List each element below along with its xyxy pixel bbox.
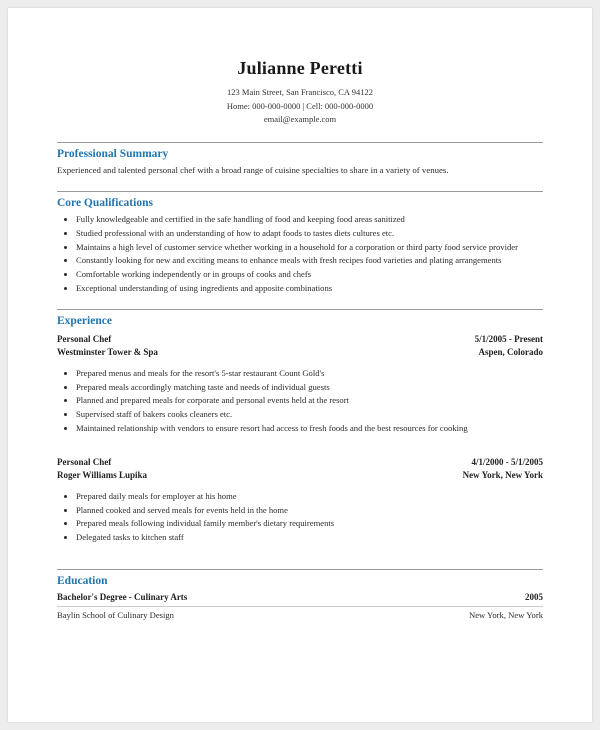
- job-title-employer: [57, 456, 147, 482]
- qualifications-list: [57, 213, 543, 294]
- section-professional-summary: [57, 142, 543, 176]
- section-education: [57, 569, 543, 621]
- bullet-item: • Comfortable working independently or in groups of cooks and chefs: [76, 268, 543, 280]
- bullet-item: • Fully knowledgeable and certified in the safe handling of food and keeping food areas sanitized: [76, 213, 543, 225]
- bullet-item: • Studied professional with an understanding of how to adapt foods to tastes diets cultures etc.: [76, 227, 543, 239]
- bullet-item: • Maintains a high level of customer service whether working in a household for a corporation or third party food service provider: [76, 241, 543, 253]
- section-title-experience: Experience: [57, 314, 112, 327]
- job-dates-location: [475, 333, 543, 359]
- bullet-item: • Prepared menus and meals for the resort's 5-star restaurant Count Gold's: [76, 367, 543, 379]
- candidate-email: email@example.com: [263, 114, 337, 125]
- bullet-item: • Delegated tasks to kitchen staff: [76, 531, 543, 543]
- job-title: Personal Chef: [57, 333, 112, 344]
- education-year: 2005: [525, 592, 543, 603]
- job-header: [57, 333, 543, 359]
- education-school: Baylin School of Culinary Design: [57, 609, 174, 620]
- bullet-item: • Constantly looking for new and exciting means to enhance meals with fresh recipes food varieties and plating arrangements: [76, 254, 543, 266]
- section-experience: [57, 309, 543, 544]
- job-dates: 5/1/2005 - Present: [474, 333, 543, 344]
- bullet-item: • Planned cooked and served meals for events held in the home: [76, 504, 543, 516]
- education-degree: Bachelor's Degree - Culinary Arts: [57, 592, 188, 603]
- job-location: Aspen, Colorado: [478, 346, 543, 357]
- job-dates: 4/1/2000 - 5/1/2005: [471, 456, 543, 467]
- candidate-address: 123 Main Street, San Francisco, CA 94122: [227, 87, 373, 97]
- bullet-item: • Planned and prepared meals for corporate and personal events held at the resort: [76, 394, 543, 406]
- experience-entry: [57, 456, 543, 543]
- resume-header: [57, 58, 543, 127]
- candidate-name: Julianne Peretti: [237, 58, 363, 78]
- education-location: New York, New York: [468, 609, 543, 620]
- experience-entry: [57, 333, 543, 434]
- job-title: Personal Chef: [57, 456, 112, 467]
- bullet-item: • Supervised staff of bakers cooks cleaners etc.: [76, 408, 543, 420]
- job-employer: Roger Williams Lupika: [57, 469, 148, 480]
- bullet-item: • Maintained relationship with vendors to ensure resort had access to fresh foods and the best resources for cooking: [76, 422, 543, 434]
- summary-text: Experienced and talented personal chef with a broad range of cuisine specialties to share in a variety of venues.: [57, 164, 449, 175]
- section-title-education: Education: [57, 575, 108, 588]
- job-duties-list: [57, 490, 543, 543]
- candidate-phones: Home: 000-000-0000 | Cell: 000-000-0000: [226, 100, 374, 111]
- job-employer: Westminster Tower & Spa: [57, 346, 158, 357]
- job-location: New York, New York: [462, 469, 543, 480]
- section-title-professional-summary: Professional Summary: [57, 147, 169, 160]
- education-school-row: [57, 607, 543, 622]
- bullet-item: • Exceptional understanding of using ingredients and apposite combinations: [76, 282, 543, 294]
- bullet-item: • Prepared meals following individual family member's dietary requirements: [76, 517, 543, 529]
- job-title-employer: [57, 333, 158, 359]
- job-duties-list: [57, 367, 543, 434]
- job-dates-location: [463, 456, 543, 482]
- education-degree-row: [57, 591, 543, 607]
- bullet-item: • Prepared daily meals for employer at his home: [76, 490, 543, 502]
- job-header: [57, 456, 543, 482]
- section-title-core-qualifications: Core Qualifications: [57, 197, 153, 210]
- resume-page: [8, 8, 592, 722]
- bullet-item: • Prepared meals accordingly matching taste and needs of individual guests: [76, 381, 543, 393]
- section-core-qualifications: [57, 191, 543, 294]
